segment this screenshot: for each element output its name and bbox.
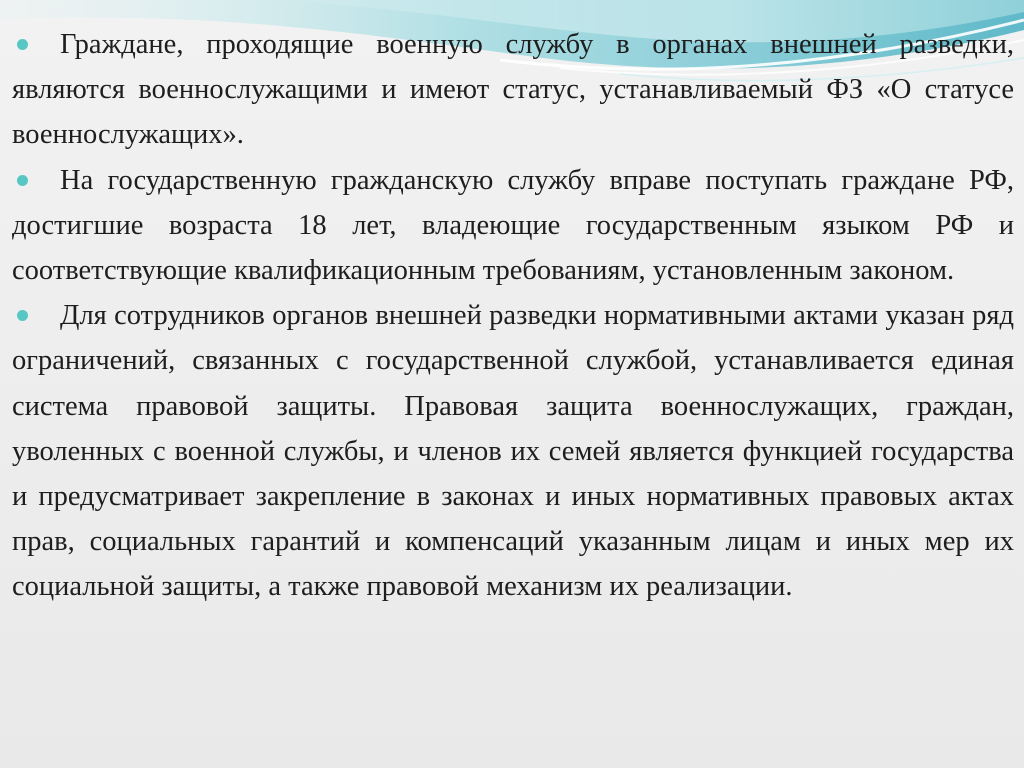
- paragraph-text: Для сотрудников органов внешней разведки нормативными актами указан ряд ограничений, связанных с государственной службой, устанавливается единая система правовой защиты. Правовая защита военнослужащих, граждан, уволенных с военной службы, и членов их семей является функцией государства и предусматривает закрепление в законах и иных нормативных правовых актах прав, социальных гарантий и компенсаций указанным лицам и иных мер их социальной защиты, а также правовой механизм их реализации.: [12, 300, 1014, 603]
- paragraph-text: Граждане, проходящие военную службу в органах внешней разведки, являются военнослужащими и имеют статус, устанавливаемый ФЗ «О статусе военнослужащих».: [12, 29, 1014, 151]
- bullet-paragraph-3: [12, 293, 1014, 609]
- paragraph-text: На государственную гражданскую службу вправе поступать граждане РФ, достигшие возраста 18 лет, владеющие государственным языком РФ и соответствующие квалификационным требованиям, установленным законом.: [12, 164, 1014, 287]
- circle-bullet-icon: [17, 39, 28, 50]
- bullet-paragraph-2: [12, 158, 1014, 294]
- circle-bullet-icon: [17, 175, 28, 186]
- slide-body: [12, 22, 1014, 610]
- bullet-paragraph-1: [12, 22, 1014, 158]
- circle-bullet-icon: [17, 310, 28, 321]
